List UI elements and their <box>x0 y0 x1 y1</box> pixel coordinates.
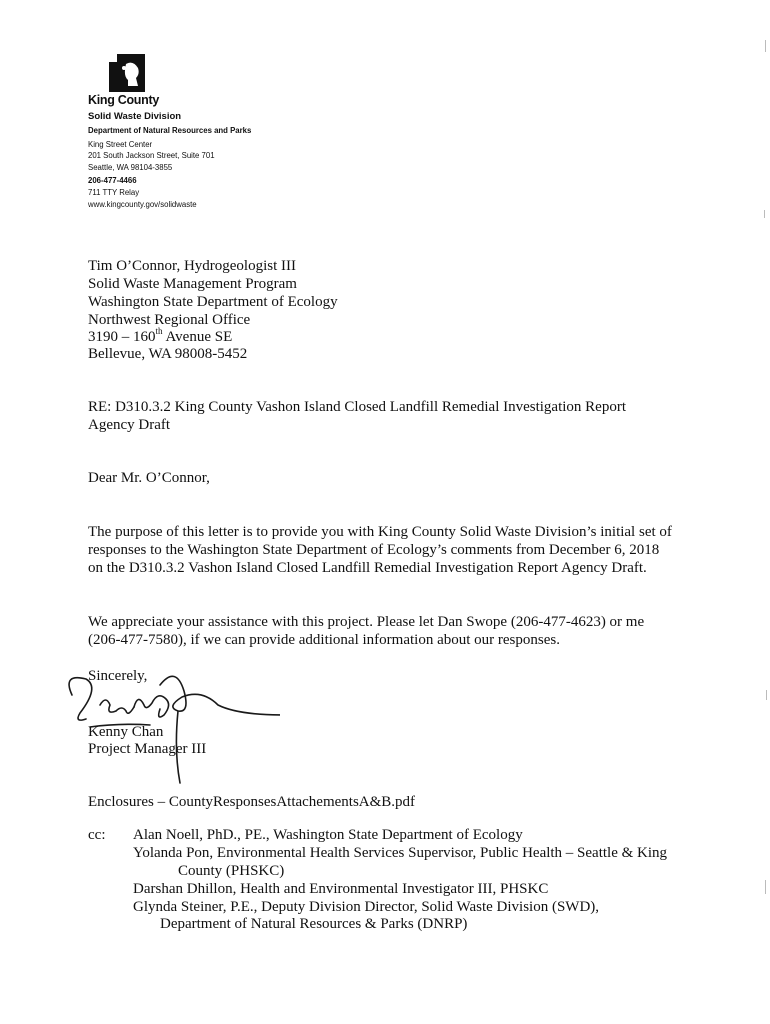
recipient-line-1: Tim O’Connor, Hydrogeologist III <box>88 258 297 274</box>
city-address: Seattle, WA 98104-3855 <box>88 162 173 172</box>
org-name: King County <box>88 93 159 107</box>
signer-name: Kenny Chan <box>88 724 164 740</box>
website-link: www.kingcounty.gov/solidwaste <box>88 199 197 209</box>
signer-title: Project Manager III <box>88 741 207 757</box>
re-line-2: Agency Draft <box>88 417 171 433</box>
recipient-line-2: Solid Waste Management Program <box>88 276 297 292</box>
department-name: Department of Natural Resources and Parks <box>88 126 252 135</box>
recipient-line-4: Northwest Regional Office <box>88 312 251 328</box>
cc-line-3: County (PHSKC) <box>178 863 285 879</box>
king-county-logo-icon <box>107 52 147 94</box>
cc-line-6: Department of Natural Resources & Parks (DNRP) <box>160 916 468 932</box>
address-pre: 3190 – 160 <box>88 329 156 345</box>
scan-speck <box>764 210 765 218</box>
handwritten-signature <box>60 655 280 785</box>
scan-speck <box>765 40 766 52</box>
division-name: Solid Waste Division <box>88 111 182 122</box>
cc-line-5: Glynda Steiner, P.E., Deputy Division Director, Solid Waste Division (SWD), <box>133 899 600 915</box>
scan-speck <box>766 690 767 700</box>
street-address: 201 South Jackson Street, Suite 701 <box>88 151 215 161</box>
salutation: Dear Mr. O’Connor, <box>88 470 210 486</box>
cc-line-2: Yolanda Pon, Environmental Health Services Supervisor, Public Health – Seattle & King <box>133 845 668 861</box>
re-line-1: RE: D310.3.2 King County Vashon Island Closed Landfill Remedial Investigation Report <box>88 399 627 415</box>
phone-number: 206-477-4466 <box>88 176 137 186</box>
building-name: King Street Center <box>88 139 153 149</box>
scan-speck <box>765 880 766 894</box>
address-post: Avenue SE <box>162 329 233 345</box>
recipient-address <box>88 328 232 346</box>
closing: Sincerely, <box>88 668 148 684</box>
recipient-line-3: Washington State Department of Ecology <box>88 294 338 310</box>
tty-relay: 711 TTY Relay <box>88 187 140 197</box>
address-sup: th <box>155 326 163 336</box>
cc-label: cc: <box>88 827 106 843</box>
cc-line-1: Alan Noell, PhD., PE., Washington State Department of Ecology <box>133 827 523 843</box>
body-paragraph-1: The purpose of this letter is to provide you with King County Solid Waste Division’s initial set of responses to the Washington State Department of Ecology’s comments from December 6, 2018 on the D310.3.2 Vashon Island Closed Landfill Remedial Investigation Report Agency Draft. <box>88 524 672 576</box>
recipient-line-6: Bellevue, WA 98008-5452 <box>88 346 248 362</box>
enclosures-line: Enclosures – CountyResponsesAttachementsA&B.pdf <box>88 794 416 810</box>
letterhead <box>88 93 388 210</box>
cc-line-4: Darshan Dhillon, Health and Environmental Investigator III, PHSKC <box>133 881 549 897</box>
body-paragraph-2: We appreciate your assistance with this project. Please let Dan Swope (206-477-4623) or me (206-477-7580), if we can provide additional information about our responses. <box>88 614 645 648</box>
